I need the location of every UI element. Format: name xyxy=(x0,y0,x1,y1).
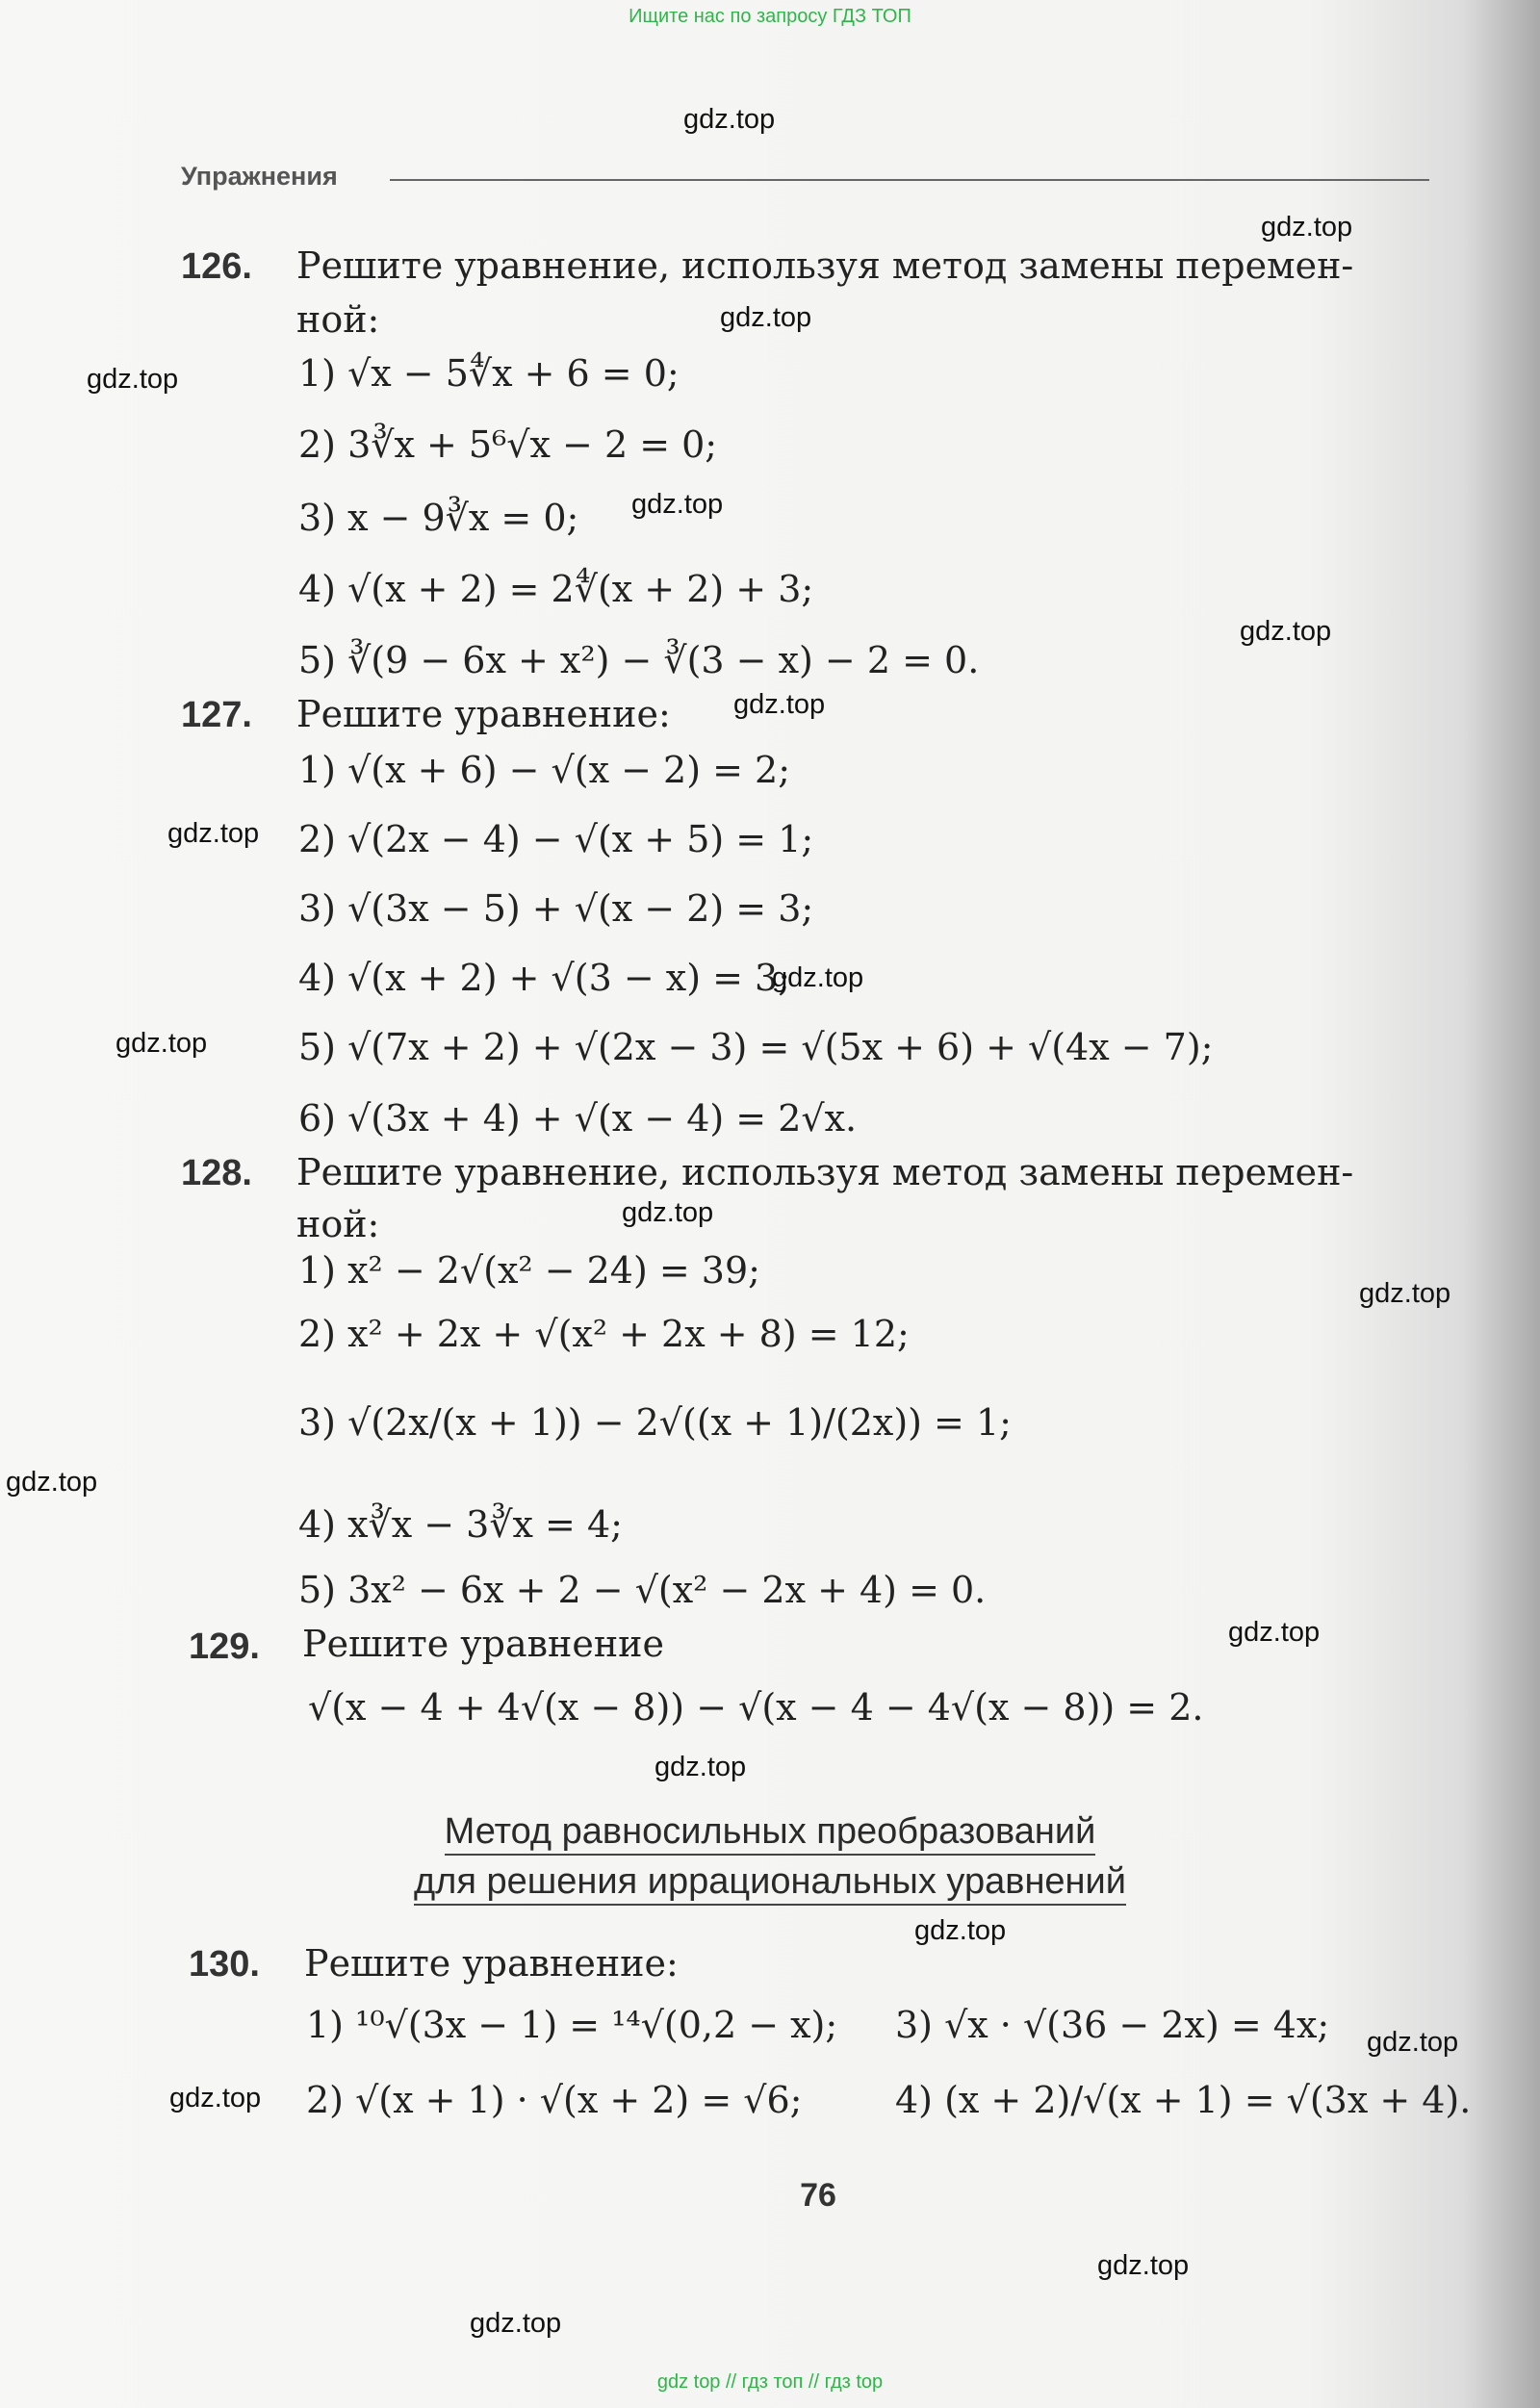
section-divider xyxy=(390,179,1429,181)
exercise-126-item: 5) ∛(9 − 6x + x²) − ∛(3 − x) − 2 = 0. xyxy=(298,639,980,681)
exercise-130-item: 4) (x + 2)/√(x + 1) = √(3x + 4). xyxy=(895,2079,1472,2121)
watermark: gdz.top xyxy=(167,818,260,849)
exercise-126-item: 3) x − 9∛x = 0; xyxy=(298,497,579,539)
exercise-127-number: 127. xyxy=(181,695,252,735)
exercise-130-item: 2) √(x + 1) · √(x + 2) = √6; xyxy=(306,2079,803,2121)
exercise-130-number: 130. xyxy=(189,1944,260,1985)
watermark: gdz.top xyxy=(1261,212,1353,243)
watermark: gdz.top xyxy=(733,689,826,720)
exercise-128-item: 3) √(2x/(x + 1)) − 2√((x + 1)/(2x)) = 1; xyxy=(298,1401,1012,1444)
exercise-128-text-cont: ной: xyxy=(296,1203,380,1245)
watermark: gdz.top xyxy=(772,962,864,993)
exercise-130-item: 3) √x · √(36 − 2x) = 4x; xyxy=(895,2004,1330,2046)
watermark: gdz.top xyxy=(1367,2027,1459,2058)
exercise-126-item: 4) √(x + 2) = 2∜(x + 2) + 3; xyxy=(298,568,814,610)
exercise-126-text-cont: ной: xyxy=(296,298,380,341)
exercise-130-item: 1) ¹⁰√(3x − 1) = ¹⁴√(0,2 − x); xyxy=(306,2004,838,2046)
watermark: gdz.top xyxy=(1240,616,1332,647)
watermark: gdz.top xyxy=(169,2083,262,2113)
subheading-text-1: Метод равносильных преобразований xyxy=(445,1811,1096,1856)
exercise-128-number: 128. xyxy=(181,1153,252,1193)
watermark: gdz.top xyxy=(914,1915,1007,1946)
watermark: gdz.top xyxy=(622,1197,714,1228)
watermark: gdz.top xyxy=(470,2308,562,2339)
exercise-128-text: Решите уравнение, используя метод замены перемен- xyxy=(296,1151,1354,1193)
exercise-126-number: 126. xyxy=(181,246,252,287)
watermark: gdz.top xyxy=(6,1467,98,1498)
exercise-128-item: 1) x² − 2√(x² − 24) = 39; xyxy=(298,1249,760,1292)
search-hint: Ищите нас по запросу ГДЗ ТОП xyxy=(629,6,911,27)
exercise-129-equation: √(x − 4 + 4√(x − 8)) − √(x − 4 − 4√(x − 8)) = 2. xyxy=(308,1686,1204,1729)
section-title: Упражнения xyxy=(181,162,338,191)
exercise-127-item: 3) √(3x − 5) + √(x − 2) = 3; xyxy=(298,887,814,930)
exercise-128-item: 5) 3x² − 6x + 2 − √(x² − 2x + 4) = 0. xyxy=(298,1569,987,1611)
watermark: gdz.top xyxy=(116,1028,208,1059)
watermark: gdz.top xyxy=(87,364,179,395)
exercise-127-item: 5) √(7x + 2) + √(2x − 3) = √(5x + 6) + √(4x − 7); xyxy=(298,1026,1214,1068)
watermark: gdz.top xyxy=(1228,1617,1321,1648)
watermark: gdz.top xyxy=(654,1752,747,1782)
watermark: gdz.top xyxy=(1097,2250,1190,2281)
page-number: 76 xyxy=(800,2177,836,2214)
exercise-126-item: 2) 3∛x + 5⁶√x − 2 = 0; xyxy=(298,423,718,466)
exercise-127-item: 1) √(x + 6) − √(x − 2) = 2; xyxy=(298,749,790,791)
watermark: gdz.top xyxy=(631,489,724,520)
exercise-127-item: 6) √(3x + 4) + √(x − 4) = 2√x. xyxy=(298,1097,858,1140)
exercise-128-item: 2) x² + 2x + √(x² + 2x + 8) = 12; xyxy=(298,1313,910,1355)
exercise-127-text: Решите уравнение: xyxy=(296,693,671,735)
watermark: gdz.top xyxy=(683,104,776,135)
exercise-127-item: 2) √(2x − 4) − √(x + 5) = 1; xyxy=(298,818,814,860)
exercise-130-text: Решите уравнение: xyxy=(304,1942,679,1985)
watermark: gdz.top xyxy=(720,302,812,333)
subheading-line-2 xyxy=(0,1861,1540,1903)
exercise-127-item: 4) √(x + 2) + √(3 − x) = 3; xyxy=(298,957,790,999)
exercise-129-number: 129. xyxy=(189,1627,260,1667)
exercise-129-text: Решите уравнение xyxy=(302,1623,664,1665)
exercise-126-item: 1) √x − 5∜x + 6 = 0; xyxy=(298,352,680,395)
exercise-128-item: 4) x∛x − 3∛x = 4; xyxy=(298,1503,623,1546)
subheading-line-1 xyxy=(0,1811,1540,1853)
watermark: gdz.top xyxy=(1359,1278,1451,1309)
subheading-text-2: для решения иррациональных уравнений xyxy=(414,1861,1126,1906)
exercise-126-text: Решите уравнение, используя метод замены перемен- xyxy=(296,244,1354,287)
footer-links: gdz top // гдз топ // гдз top xyxy=(656,2371,884,2393)
